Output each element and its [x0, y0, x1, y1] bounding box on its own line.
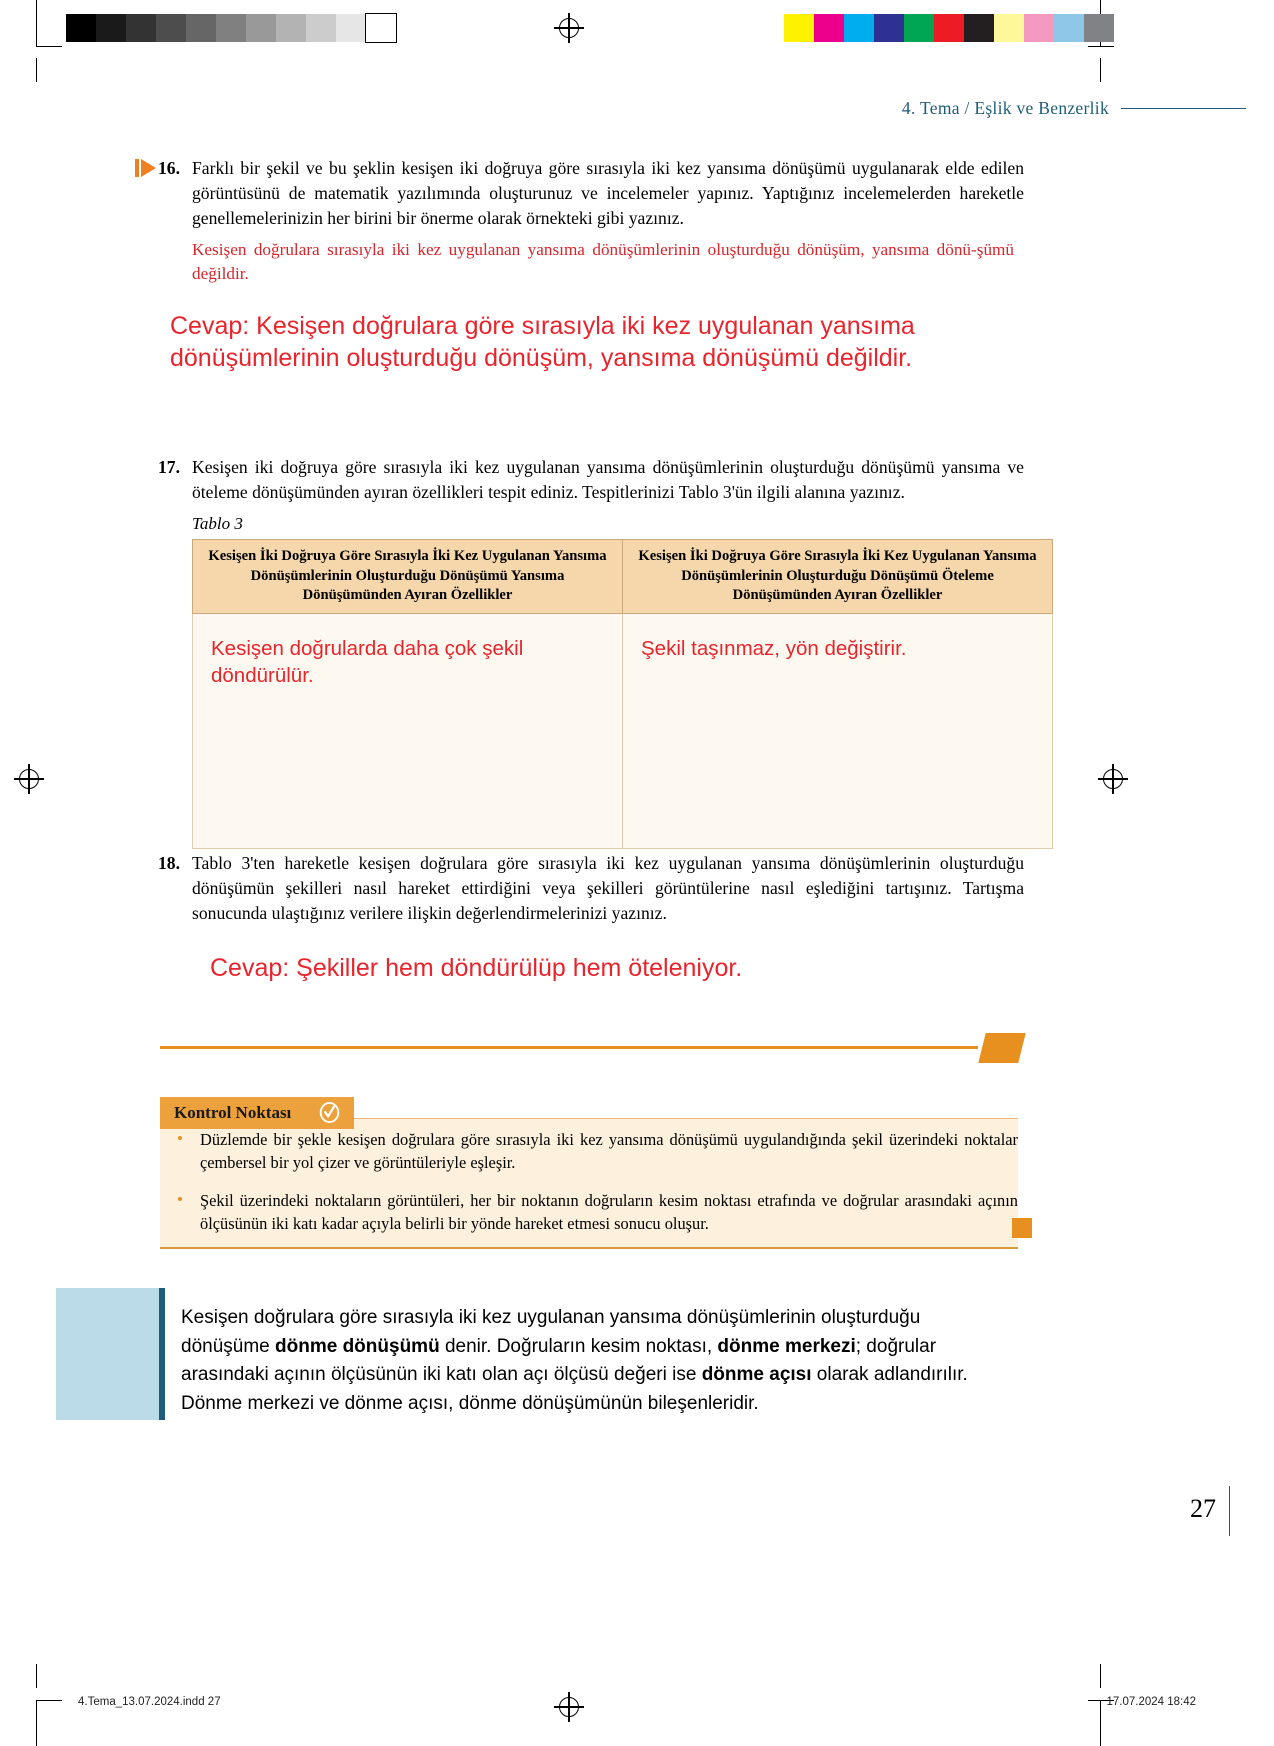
- control-point-corner-accent: [1012, 1218, 1032, 1238]
- question-18: [158, 851, 1024, 926]
- control-point-title: Kontrol Noktası: [174, 1102, 292, 1122]
- question-16: [158, 156, 1024, 231]
- question-18-text: Tablo 3'ten hareketle kesişen doğrulara göre sırasıyla iki kez uygulanan yansıma dönüşümlerinin oluşturduğu dönüşümün şekilleri nasıl hareket ettirdiğini veya şekilleri görüntülerine nasıl eşlediğini tartışınız. Tartışma sonucunda ulaştığınız verilere ilişkin değerlendirmelerinizi yazınız.: [192, 853, 1024, 923]
- bullet-icon: [178, 1197, 182, 1201]
- running-header: [0, 98, 1274, 119]
- control-point-item-2-text: Şekil üzerindeki noktaların görüntüleri, her bir noktanın doğruların kesim noktası etrafında ve doğrular arasındaki açının ölçüsünün iki katı kadar açıyla belirli bir yönde hareket etmesi sonucu oluşur.: [200, 1190, 1018, 1233]
- header-title: 4. Tema / Eşlik ve Benzerlik: [901, 98, 1109, 118]
- page-number-rule: [1229, 1486, 1230, 1536]
- bullet-icon: [178, 1136, 182, 1140]
- control-point-item-1-text: Düzlemde bir şekle kesişen doğrulara göre sırasıyla iki kez yansıma dönüşümü uygulandığında şekil üzerindeki noktalar çembersel bir yol çizer ve görüntüleriyle eşleşir.: [200, 1130, 1018, 1173]
- section-divider-tab: [978, 1033, 1025, 1063]
- table-caption: Tablo 3: [192, 514, 243, 533]
- definition-run: denir. Doğruların kesim noktası,: [439, 1335, 718, 1357]
- table-header-row: [193, 540, 1053, 614]
- definition-box: [159, 1288, 1024, 1420]
- definition-term: dönme dönüşümü: [275, 1335, 440, 1357]
- page-number: 27: [1190, 1494, 1216, 1523]
- footer-timestamp: 17.07.2024 18:42: [1106, 1696, 1196, 1708]
- table-cell-answer-1[interactable]: [193, 614, 623, 849]
- question-17-text: Kesişen iki doğruya göre sırasıyla iki kez uygulanan yansıma dönüşümlerinin oluşturduğu dönüşümü yansıma ve öteleme dönüşümünden ayıran özellikleri tespit ediniz. Tespitlerinizi Tablo 3'ün ilgili alanına yazınız.: [192, 457, 1024, 502]
- control-point-list: [160, 1128, 1018, 1249]
- footer-filename: 4.Tema_13.07.2024.indd 27: [78, 1696, 221, 1708]
- control-point-item-1: [160, 1128, 1018, 1175]
- section-divider: [160, 1046, 978, 1049]
- question-16-example: Kesişen doğrulara sırasıyla iki kez uygulanan yansıma dönüşümlerinin oluşturduğu dönüşüm, yansıma dönü-şümü değildir.: [192, 240, 1014, 284]
- header-rule: [1121, 108, 1246, 109]
- definition-run: olarak adlandırılır. Dönme merkezi ve dönme açısı, dönme dönüşümünün bileşenleridir.: [181, 1364, 968, 1414]
- check-circle-icon: [319, 1102, 340, 1123]
- definition-text: [181, 1307, 968, 1414]
- table-cell-answer-2-text: Şekil taşınmaz, yön değiştirir.: [641, 637, 907, 661]
- control-point-title-tab: [160, 1097, 354, 1129]
- definition-run: ; doğrular arasındaki açının ölçüsünün iki katı olan açı ölçüsü değeri ise: [181, 1335, 937, 1385]
- table-cell-answer-1-text: Kesişen doğrularda daha çok şekil döndürülür.: [211, 637, 524, 687]
- table-cell-answer-2[interactable]: [623, 614, 1053, 849]
- definition-term: dönme açısı: [701, 1364, 812, 1385]
- question-16-number: 16.: [158, 158, 180, 178]
- orange-arrow-marker: [141, 159, 156, 177]
- table-header-col-1: Kesişen İki Doğruya Göre Sırasıyla İki Kez Uygulanan Yansıma Dönüşümlerinin Oluşturduğu Dönüşümü Yansıma Dönüşümünden Ayıran Özellikler: [193, 540, 623, 614]
- question-18-number: 18.: [158, 853, 180, 873]
- question-16-answer: Cevap: Kesişen doğrulara göre sırasıyla iki kez uygulanan yansıma dönüşümlerinin oluşturduğu dönüşüm, yansıma dönüşümü değildir.: [170, 312, 915, 372]
- question-18-answer: Cevap: Şekiller hem döndürülüp hem öteleniyor.: [210, 954, 743, 982]
- question-17-number: 17.: [158, 457, 180, 477]
- definition-term: dönme merkezi: [717, 1335, 856, 1357]
- table-row: [193, 614, 1053, 849]
- definition-run: Kesişen doğrulara göre sırasıyla iki kez uygulanan yansıma dönüşümlerinin oluşturduğu dönüşüme: [181, 1307, 921, 1357]
- table-header-col-2: Kesişen İki Doğruya Göre Sırasıyla İki Kez Uygulanan Yansıma Dönüşümlerinin Oluşturduğu Dönüşümü Öteleme Dönüşümünden Ayıran Özellikler: [623, 540, 1053, 614]
- comparison-table: [192, 539, 1053, 849]
- control-point-item-2: [160, 1189, 1018, 1236]
- question-16-text: Farklı bir şekil ve bu şeklin kesişen iki doğruya göre sırasıyla iki kez yansıma dönüşümü uygulanarak elde edilen görüntüsünü de matematik yazılımında oluşturunuz ve incelemeler yapınız. Yaptığınız incelemelerden hareketle genellemelerinizin her birini bir önerme olarak örnekteki gibi yazınız.: [192, 158, 1024, 228]
- question-17: [158, 455, 1024, 505]
